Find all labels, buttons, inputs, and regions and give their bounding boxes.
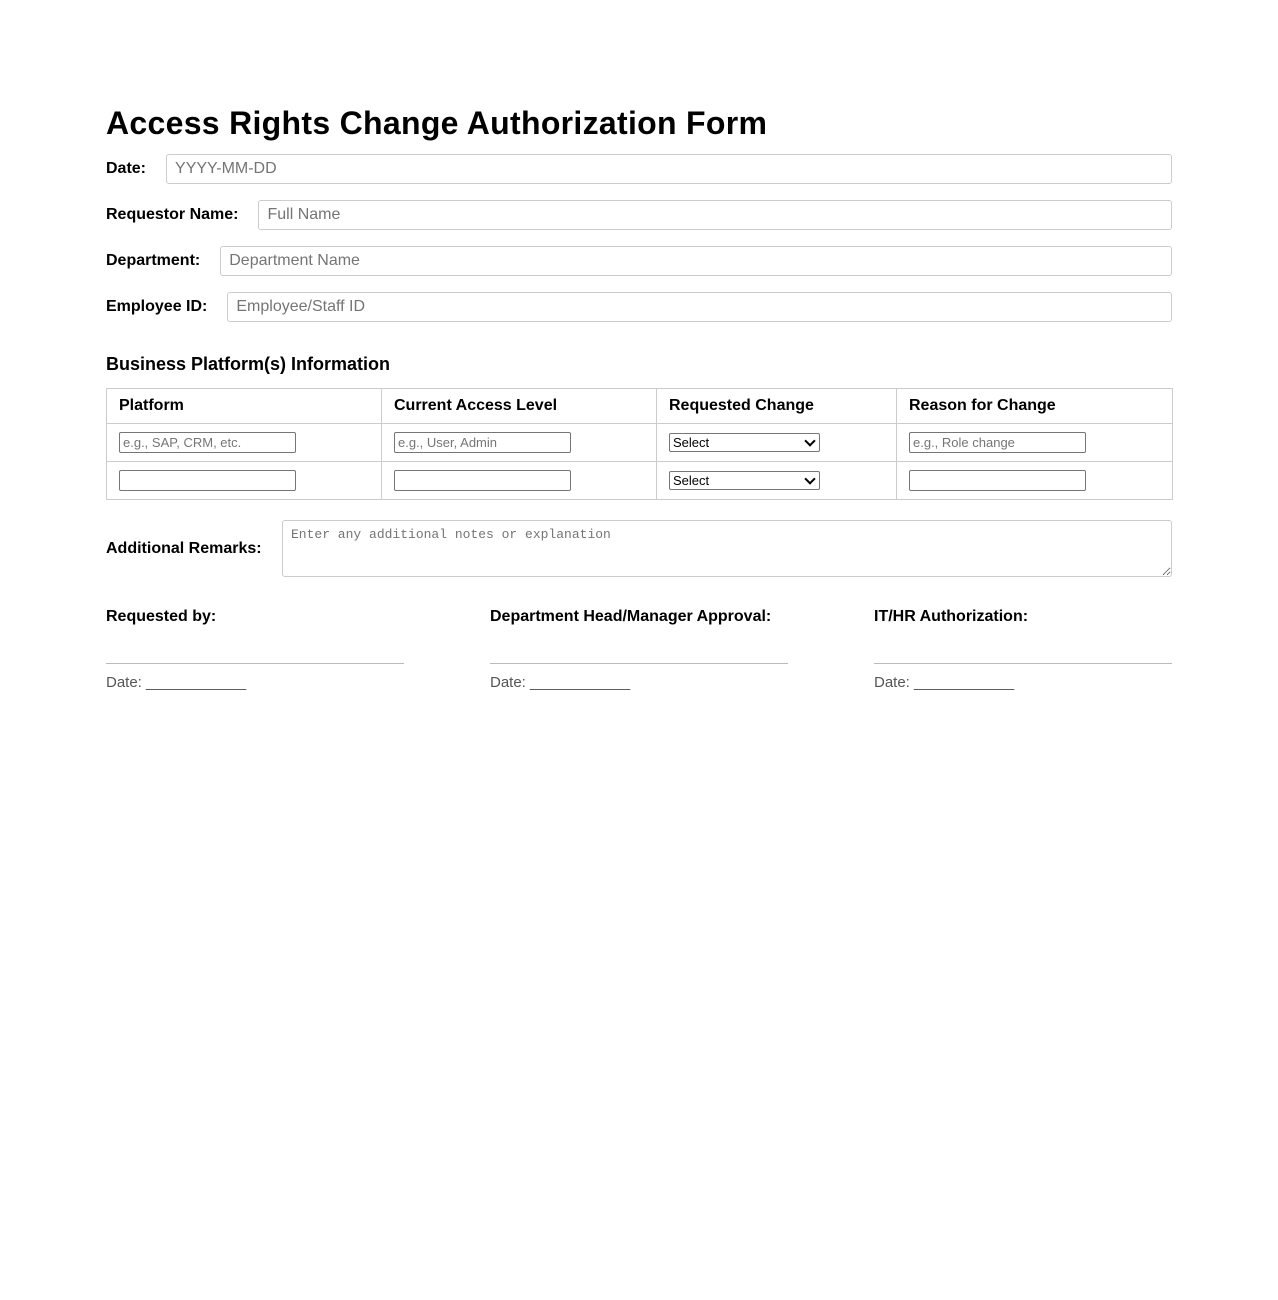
signature-date: Date: ____________ [874,674,1015,691]
current-access-input[interactable] [394,432,571,453]
employee-id-input[interactable] [227,292,1172,322]
column-header-current-access: Current Access Level [382,389,657,424]
table-row [107,462,1173,500]
requested-change-select[interactable] [669,433,820,452]
signature-manager-approval [490,606,788,691]
table-row [107,424,1173,462]
requested-change-selected: Select [673,435,710,450]
signature-line [106,663,404,664]
column-header-requested-change: Requested Change [657,389,897,424]
chevron-down-icon [804,435,815,446]
signature-it-hr-authorization [874,606,1172,691]
signature-requested-by [106,606,404,691]
reason-cell [897,462,1173,500]
department-row [106,246,1172,276]
requested-change-select[interactable] [669,471,820,490]
reason-input[interactable] [909,470,1086,491]
signature-date: Date: ____________ [106,674,247,691]
form-title: Access Rights Change Authorization Form [106,105,768,141]
remarks-textarea[interactable] [282,520,1172,577]
platform-input[interactable] [119,470,296,491]
reason-input[interactable] [909,432,1086,453]
signature-line [490,663,788,664]
remarks-row [106,520,1172,577]
requested-change-cell [657,462,897,500]
requested-change-cell [657,424,897,462]
column-header-reason: Reason for Change [897,389,1173,424]
current-access-cell [382,424,657,462]
signature-title: Department Head/Manager Approval: [490,608,772,625]
platform-input[interactable] [119,432,296,453]
signature-line [874,663,1172,664]
employee-id-row [106,292,1172,322]
requestor-name-label: Requestor Name: [106,206,239,223]
current-access-input[interactable] [394,470,571,491]
department-label: Department: [106,252,201,269]
platform-cell [107,424,382,462]
department-input[interactable] [220,246,1172,276]
requestor-name-input[interactable] [258,200,1172,230]
date-input[interactable] [166,154,1172,184]
column-header-platform: Platform [107,389,382,424]
signature-date: Date: ____________ [490,674,631,691]
platforms-table [106,388,1173,500]
requested-change-selected: Select [673,473,710,488]
date-label: Date: [106,160,147,177]
remarks-label: Additional Remarks: [106,539,262,557]
current-access-cell [382,462,657,500]
table-header-row [107,389,1173,424]
date-row [106,154,1172,184]
signature-title: IT/HR Authorization: [874,608,1029,625]
chevron-down-icon [804,473,815,484]
platforms-heading: Business Platform(s) Information [106,354,391,374]
platform-cell [107,462,382,500]
signature-title: Requested by: [106,608,217,625]
reason-cell [897,424,1173,462]
employee-id-label: Employee ID: [106,298,208,315]
requestor-name-row [106,200,1172,230]
